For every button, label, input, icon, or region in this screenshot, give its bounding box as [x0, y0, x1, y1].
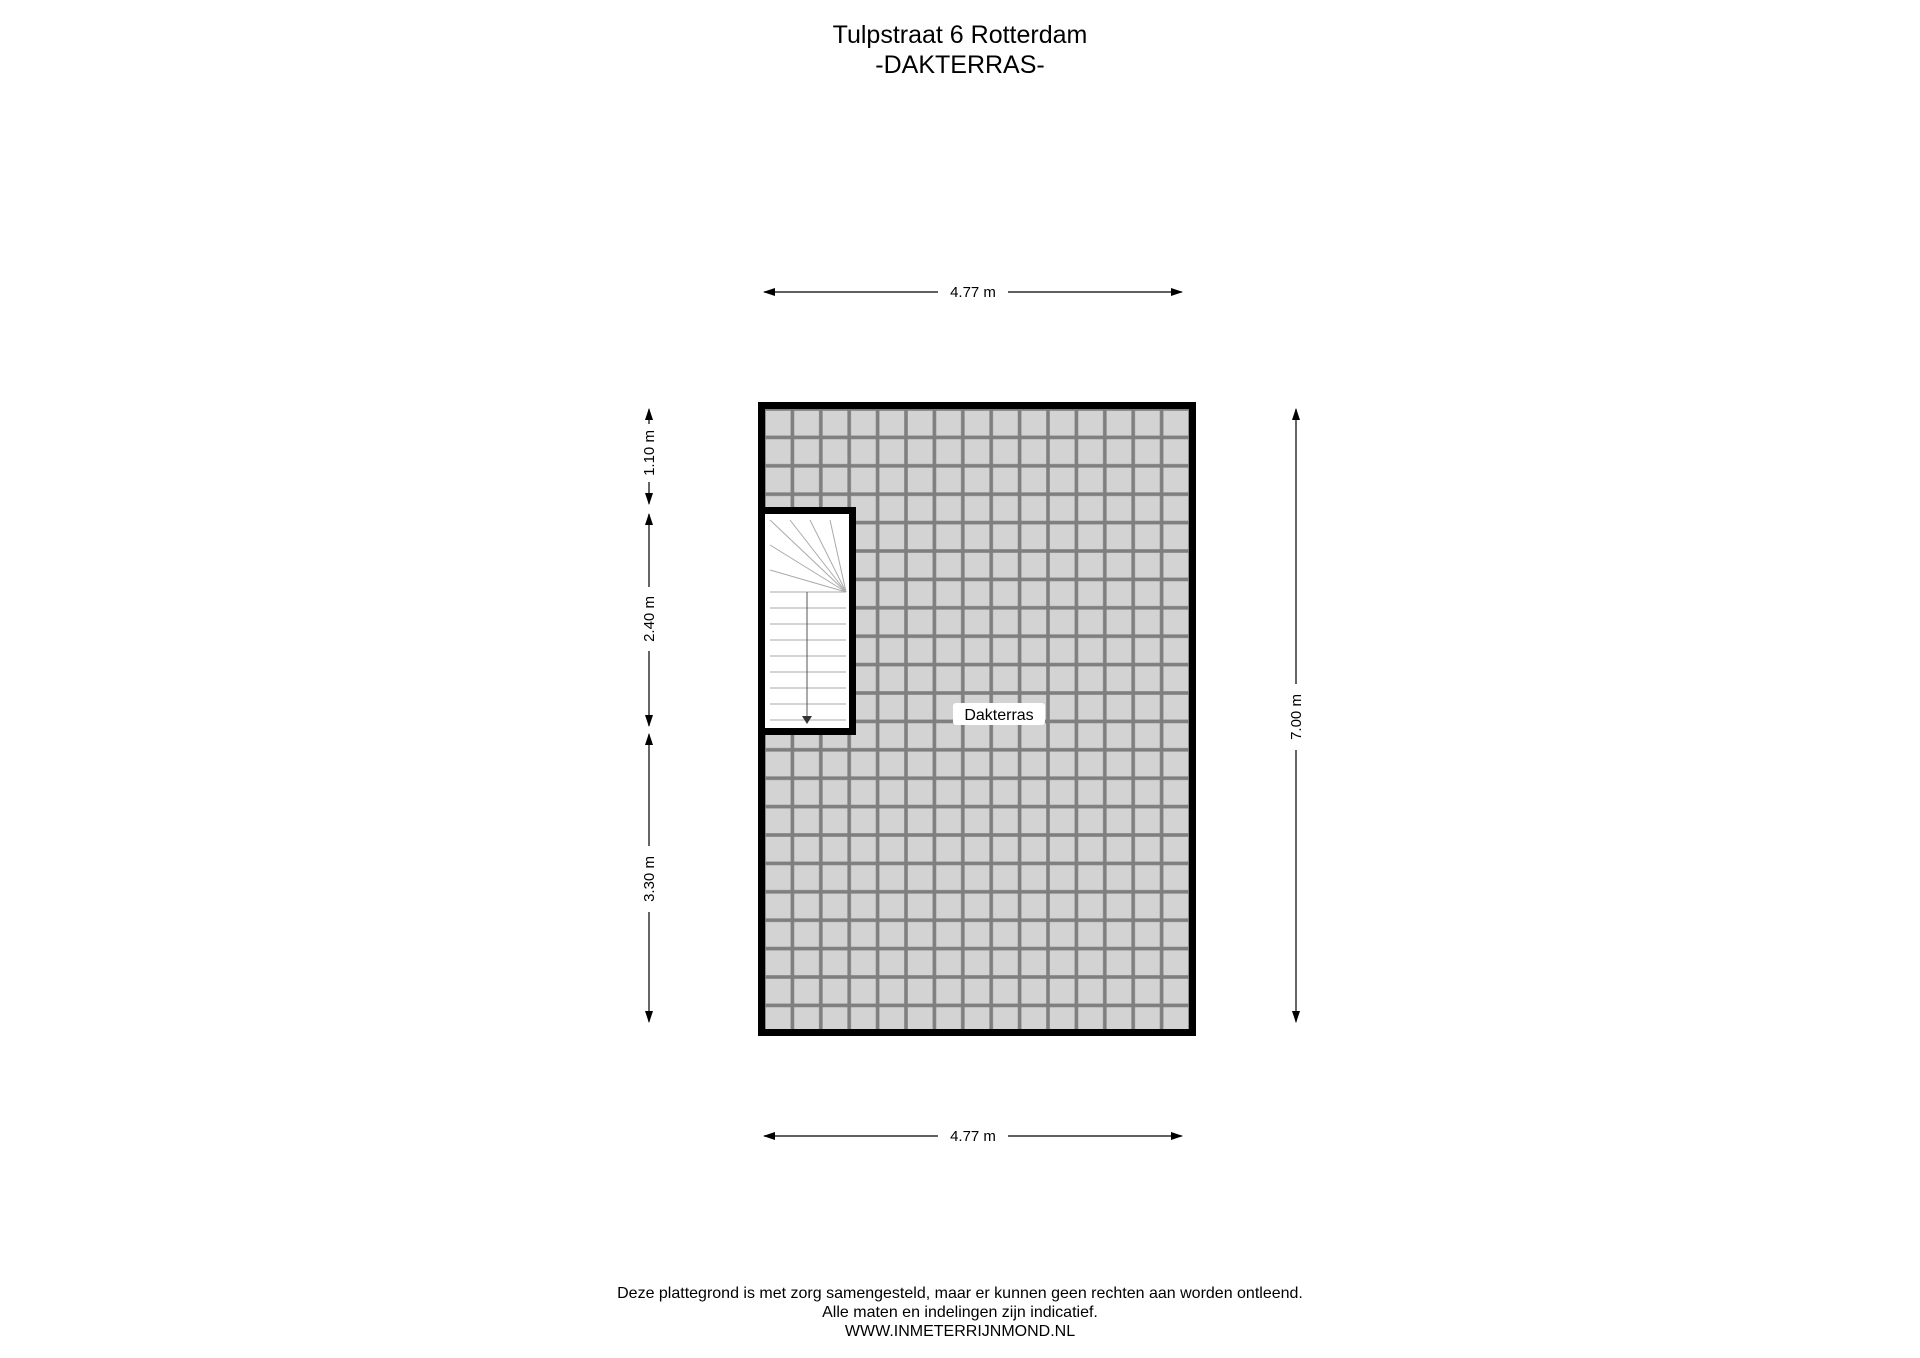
dimension-right: [1288, 409, 1305, 1022]
dimension-bottom-label: 4.77 m: [950, 1128, 996, 1145]
room-label-dakterras: Dakterras: [964, 707, 1034, 724]
dimension-left-3: [641, 734, 658, 1022]
dimension-bottom: [764, 1128, 1182, 1145]
footer-website: WWW.INMETERRIJNMOND.NL: [844, 1323, 1076, 1340]
dimension-left-2-label: 2.40 m: [641, 596, 658, 642]
dimension-top-label: 4.77 m: [950, 284, 996, 301]
floor-title: -DAKTERRAS-: [875, 51, 1045, 79]
dimension-top: [764, 284, 1182, 301]
dimension-left-1-label: 1.10 m: [641, 430, 658, 476]
address-title: Tulpstraat 6 Rotterdam: [832, 21, 1088, 49]
dimension-right-label: 7.00 m: [1288, 694, 1305, 740]
footer: [0, 1284, 1920, 1341]
dimension-left-2: [641, 514, 658, 726]
dimension-left-3-label: 3.30 m: [641, 856, 658, 902]
footer-note: Alle maten en indelingen zijn indicatief.: [822, 1304, 1098, 1321]
footer-disclaimer: Deze plattegrond is met zorg samengesteld, maar er kunnen geen rechten aan worden ontleend.: [617, 1285, 1303, 1302]
dimension-left-1: [641, 409, 658, 504]
